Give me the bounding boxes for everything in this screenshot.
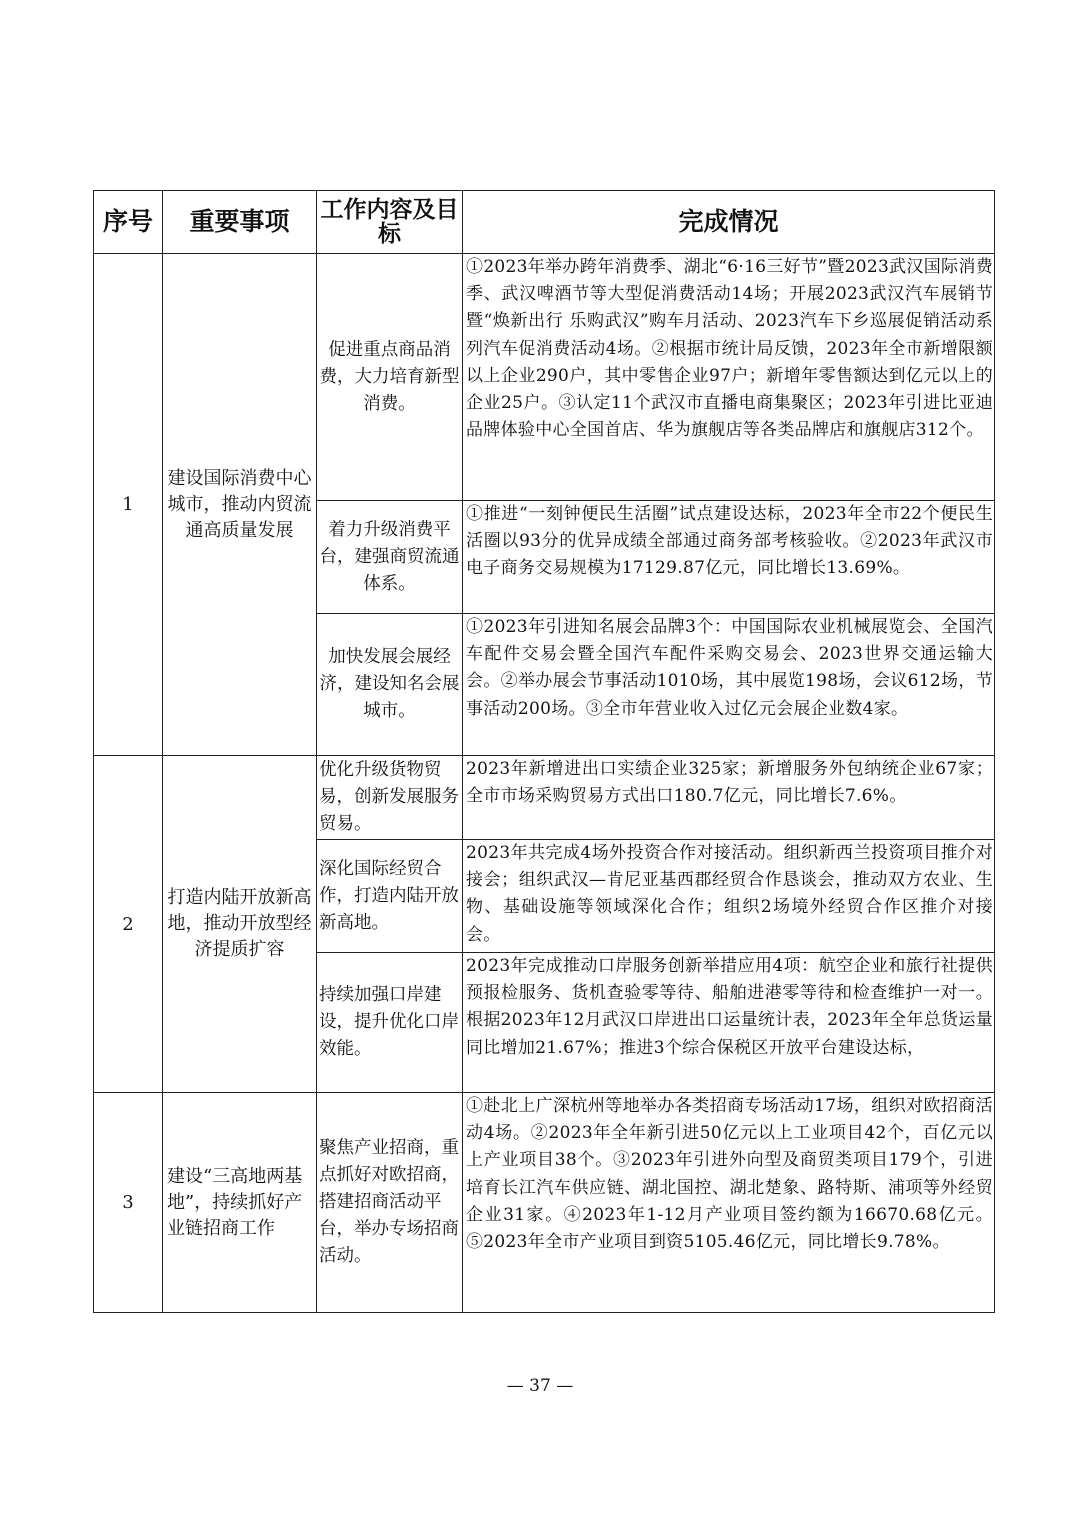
row-result: ①推进“一刻钟便民生活圈”试点建设达标，2023年全市22个便民生活圈以93分的优异成绩全部通过商务部考核验收。②2023年武汉市电子商务交易规模为17129.87亿元，同比增长13.69%。 xyxy=(463,501,995,614)
header-result: 完成情况 xyxy=(463,191,995,254)
row-seq: 2 xyxy=(94,756,163,1093)
page-number: — 37 — xyxy=(506,1376,574,1396)
row-content: 聚焦产业招商，重点抓好对欧招商，搭建招商活动平台，举办专场招商活动。 xyxy=(317,1093,463,1313)
row-content: 持续加强口岸建设，提升优化口岸效能。 xyxy=(317,953,463,1093)
header-content: 工作内容及目标 xyxy=(317,191,463,254)
row-result: ①赴北上广深杭州等地举办各类招商专场活动17场，组织对欧招商活动4场。②2023年全年新引进50亿元以上工业项目42个，百亿元以上产业项目38个。③2023年引进外向型及商贸类项目179个，引进培育长江汽车供应链、湖北国控、湖北楚象、路特斯、浦项等外经贸企业31家。④2023年1-12月产业项目签约额为16670.68亿元。⑤2023年全市产业项目到资5105.46亿元，同比增长9.78%。 xyxy=(463,1093,995,1313)
row-result: 2023年完成推动口岸服务创新举措应用4项：航空企业和旅行社提供预报检服务、货机查验零等待、船舶进港零等待和检查维护一对一。根据2023年12月武汉口岸进出口运量统计表，2023年全年总货运量同比增加21.67%；推进3个综合保税区开放平台建设达标， xyxy=(463,953,995,1093)
table-row xyxy=(94,756,995,840)
row-result: ①2023年举办跨年消费季、湖北“6·16三好节”暨2023武汉国际消费季、武汉啤酒节等大型促消费活动14场；开展2023武汉汽车展销节暨“焕新出行 乐购武汉”购车月活动、2023汽车下乡巡展促销活动系列汽车促消费活动4场。②根据市统计局反馈，2023年全市新增限额以上企业290户，其中零售企业97户；新增年零售额达到亿元以上的企业25户。③认定11个武汉市直播电商集聚区；2023年引进比亚迪品牌体验中心全国首店、华为旗舰店等各类品牌店和旗舰店312个。 xyxy=(463,254,995,501)
row-result: 2023年新增进出口实绩企业325家；新增服务外包纳统企业67家；全市市场采购贸易方式出口180.7亿元，同比增长7.6%。 xyxy=(463,756,995,840)
row-content: 优化升级货物贸易，创新发展服务贸易。 xyxy=(317,756,463,840)
row-result: ①2023年引进知名展会品牌3个：中国国际农业机械展览会、全国汽车配件交易会暨全国汽车配件采购交易会、2023世界交通运输大会。②举办展会节事活动1010场，其中展览198场，会议612场，节事活动200场。③全市年营业收入过亿元会展企业数4家。 xyxy=(463,614,995,756)
table-header-row xyxy=(94,191,995,254)
header-item: 重要事项 xyxy=(163,191,317,254)
work-progress-table xyxy=(93,190,995,1313)
row-content: 加快发展会展经济，建设知名会展城市。 xyxy=(317,614,463,756)
table-row xyxy=(94,254,995,501)
row-item: 建设国际消费中心城市，推动内贸流通高质量发展 xyxy=(163,254,317,756)
row-item: 建设“三高地两基地”，持续抓好产业链招商工作 xyxy=(163,1093,317,1313)
row-content: 着力升级消费平台，建强商贸流通体系。 xyxy=(317,501,463,614)
row-seq: 3 xyxy=(94,1093,163,1313)
table-row xyxy=(94,1093,995,1313)
row-seq: 1 xyxy=(94,254,163,756)
row-item: 打造内陆开放新高地，推动开放型经济提质扩容 xyxy=(163,756,317,1093)
row-result: 2023年共完成4场外投资合作对接活动。组织新西兰投资项目推介对接会；组织武汉—肯尼亚基西郡经贸合作恳谈会，推动双方农业、生物、基础设施等领域深化合作；组织2场境外经贸合作区推介对接会。 xyxy=(463,840,995,953)
row-content: 促进重点商品消费，大力培育新型消费。 xyxy=(317,254,463,501)
row-content: 深化国际经贸合作，打造内陆开放新高地。 xyxy=(317,840,463,953)
header-seq: 序号 xyxy=(94,191,163,254)
